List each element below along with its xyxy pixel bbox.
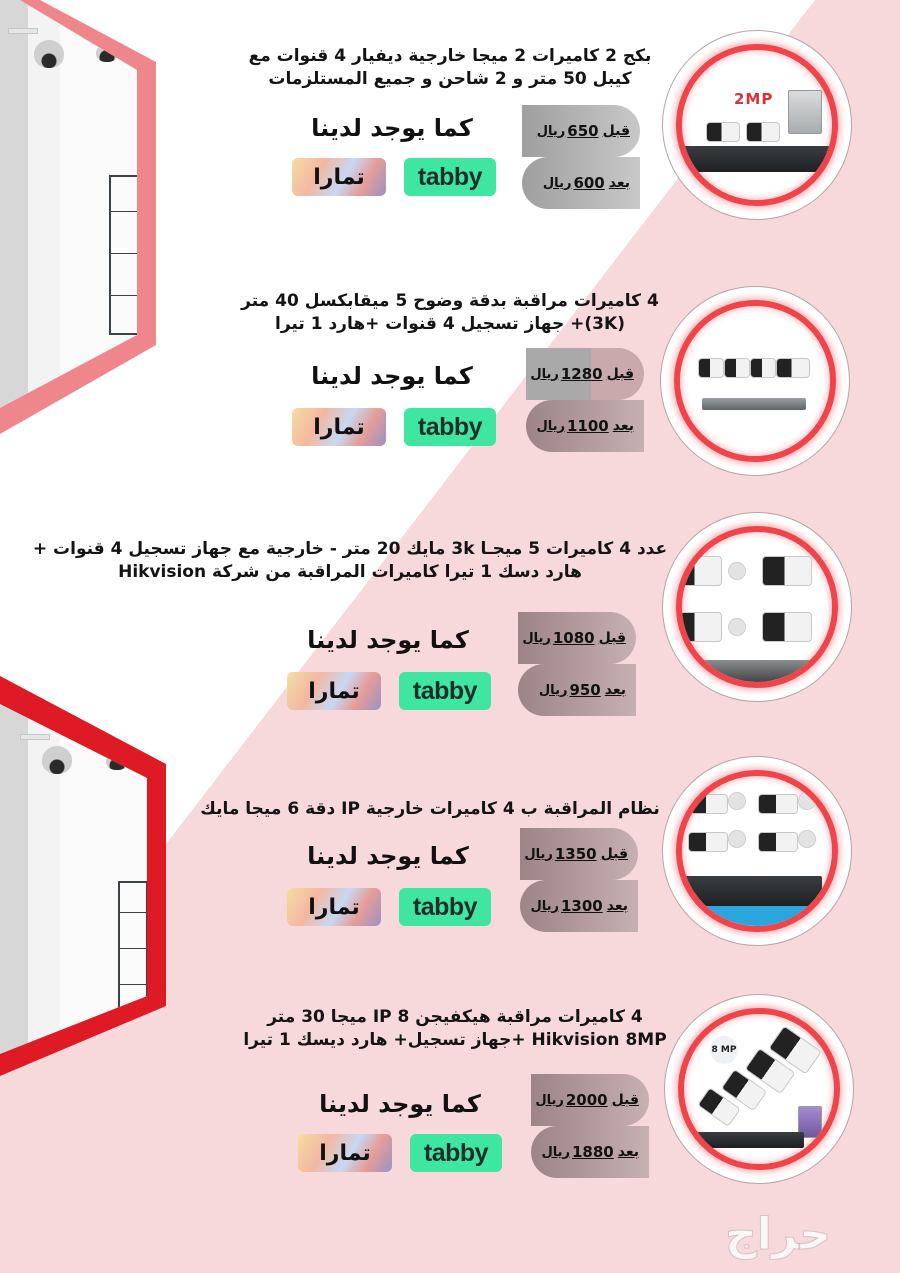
bullet-camera-icon: [698, 358, 724, 378]
currency: ريال: [535, 1092, 564, 1108]
camera-mount-icon: [798, 830, 816, 848]
currency: ريال: [542, 175, 572, 191]
bullet-camera-icon: [758, 832, 798, 852]
currency: ريال: [538, 682, 568, 698]
product-card-3[interactable]: [0, 520, 900, 730]
currency: ريال: [530, 366, 559, 382]
bullet-camera-icon: [676, 556, 722, 586]
product-card-2[interactable]: [0, 270, 900, 490]
resolution-chip: 8 MP: [710, 1036, 738, 1064]
product-image[interactable]: [664, 994, 854, 1184]
tabby-badge[interactable]: tabby: [399, 888, 491, 926]
currency: ريال: [524, 846, 553, 862]
tabby-badge[interactable]: tabby: [399, 672, 491, 710]
bullet-camera-icon: [688, 794, 728, 814]
price-after: [520, 880, 638, 932]
price-after: [526, 400, 644, 452]
after-label: بعد: [608, 175, 630, 191]
before-label: قبل: [602, 123, 630, 139]
camera-mount-icon: [728, 792, 746, 810]
camera-mount-icon: [728, 830, 746, 848]
price-before-value: 1350: [554, 845, 597, 863]
resolution-label: 2MP: [734, 90, 774, 108]
price-after-value: 1300: [561, 897, 603, 915]
title-line-1: 4 كاميرات مراقبة بدقة وضوح 5 ميقابكسل 40 متر: [241, 291, 659, 311]
tamara-badge[interactable]: تمارا: [287, 888, 381, 926]
tabby-badge[interactable]: tabby: [404, 158, 496, 196]
bullet-camera-icon: [706, 122, 740, 142]
also-available-heading: كما يوجد لدينا: [319, 1090, 481, 1118]
currency: ريال: [536, 123, 566, 139]
bullet-camera-icon: [746, 122, 780, 142]
before-label: قبل: [598, 630, 626, 646]
before-label: قبل: [606, 366, 634, 382]
bullet-camera-icon: [688, 832, 728, 852]
currency: ريال: [522, 630, 551, 646]
product-title: [200, 798, 660, 821]
also-available-heading: كما يوجد لدينا: [307, 626, 469, 654]
camera-mount-icon: [728, 618, 746, 636]
price-block: [531, 1074, 649, 1178]
before-label: قبل: [600, 846, 628, 862]
after-label: بعد: [612, 418, 634, 434]
bullet-camera-icon: [750, 358, 776, 378]
also-available-heading: كما يوجد لدينا: [311, 362, 473, 390]
price-block: [518, 612, 636, 716]
price-before: [531, 1074, 649, 1126]
tamara-badge[interactable]: تمارا: [287, 672, 381, 710]
price-after: [522, 157, 640, 209]
bullet-camera-icon: [758, 794, 798, 814]
also-available-heading: كما يوجد لدينا: [311, 114, 473, 142]
price-after-value: 1880: [572, 1143, 614, 1161]
bullet-camera-icon: [724, 358, 750, 378]
product-image[interactable]: [662, 756, 852, 946]
dvr-recorder-icon: [702, 398, 806, 410]
nvr-recorder-icon: [684, 1132, 804, 1148]
camera-mount-icon: [728, 562, 746, 580]
product-image[interactable]: [662, 30, 852, 220]
price-after: [531, 1126, 649, 1178]
bullet-camera-icon: [762, 556, 812, 586]
bullet-camera-icon: [676, 612, 722, 642]
price-after-value: 600: [573, 174, 605, 192]
price-before-value: 650: [567, 122, 599, 140]
price-before: [522, 105, 640, 157]
bullet-camera-icon: [776, 358, 810, 378]
product-card-1[interactable]: [0, 0, 900, 240]
hard-disk-icon: [788, 90, 822, 134]
currency: ريال: [541, 1144, 570, 1160]
tabby-badge[interactable]: tabby: [404, 408, 496, 446]
price-after-value: 950: [569, 681, 601, 699]
title-line-2: Hikvision 8MP +جهاز تسجيل+ هارد ديسك 1 تيرا: [243, 1030, 667, 1050]
also-available-heading: كما يوجد لدينا: [307, 842, 469, 870]
bullet-camera-icon: [762, 612, 812, 642]
tamara-badge[interactable]: تمارا: [298, 1134, 392, 1172]
dvr-recorder-icon: [682, 660, 832, 684]
after-label: بعد: [604, 682, 626, 698]
title-line-2: (3K)+ جهاز تسجيل 4 قنوات +هارد 1 تيرا: [275, 314, 625, 334]
price-block: [522, 105, 640, 209]
after-label: بعد: [617, 1144, 639, 1160]
title-line-2: كيبل 50 متر و 2 شاحن و جميع المستلزمات: [268, 69, 632, 89]
price-before: [518, 612, 636, 664]
tabby-badge[interactable]: tabby: [410, 1134, 502, 1172]
product-title: [240, 290, 660, 336]
price-before-value: 1280: [560, 365, 603, 383]
product-title: [240, 1006, 670, 1052]
camera-mount-icon: [798, 792, 816, 810]
product-title: [240, 45, 660, 91]
currency: ريال: [536, 418, 565, 434]
price-before-value: 2000: [565, 1091, 608, 1109]
product-card-5[interactable]: [0, 990, 900, 1200]
product-image[interactable]: [662, 512, 852, 702]
product-title: [30, 538, 670, 584]
product-image[interactable]: [660, 286, 850, 476]
title-line-2: هارد دسك 1 تيرا كاميرات المراقبة من شركة Hikvision: [118, 562, 582, 582]
haraj-watermark-logo: حراج: [725, 1209, 831, 1260]
price-after-value: 1100: [567, 417, 609, 435]
tamara-badge[interactable]: تمارا: [292, 408, 386, 446]
price-after: [518, 664, 636, 716]
price-block: [520, 828, 638, 932]
title-line-1: بكج 2 كاميرات 2 ميجا خارجية ديفيار 4 قنوات مع: [248, 46, 652, 66]
currency: ريال: [530, 898, 559, 914]
before-label: قبل: [611, 1092, 639, 1108]
price-before-value: 1080: [552, 629, 595, 647]
title-line-1: نظام المراقبة ب 4 كاميرات خارجية IP دقة 6 ميجا مايك: [200, 799, 660, 819]
price-block: [526, 348, 644, 452]
title-line-1: 4 كاميرات مراقبة هيكفيجن 8 IP ميجا 30 متر: [267, 1007, 643, 1027]
after-label: بعد: [606, 898, 628, 914]
title-line-1: عدد 4 كاميرات 5 ميجـا 3k مايك 20 متر - خارجية مع جهاز تسجيل 4 قنوات +: [32, 539, 668, 559]
price-before: [526, 348, 644, 400]
price-before: [520, 828, 638, 880]
dvr-recorder-icon: [682, 146, 832, 172]
tamara-badge[interactable]: تمارا: [292, 158, 386, 196]
product-card-4[interactable]: [0, 760, 900, 960]
nvr-recorder-icon: [682, 876, 822, 906]
